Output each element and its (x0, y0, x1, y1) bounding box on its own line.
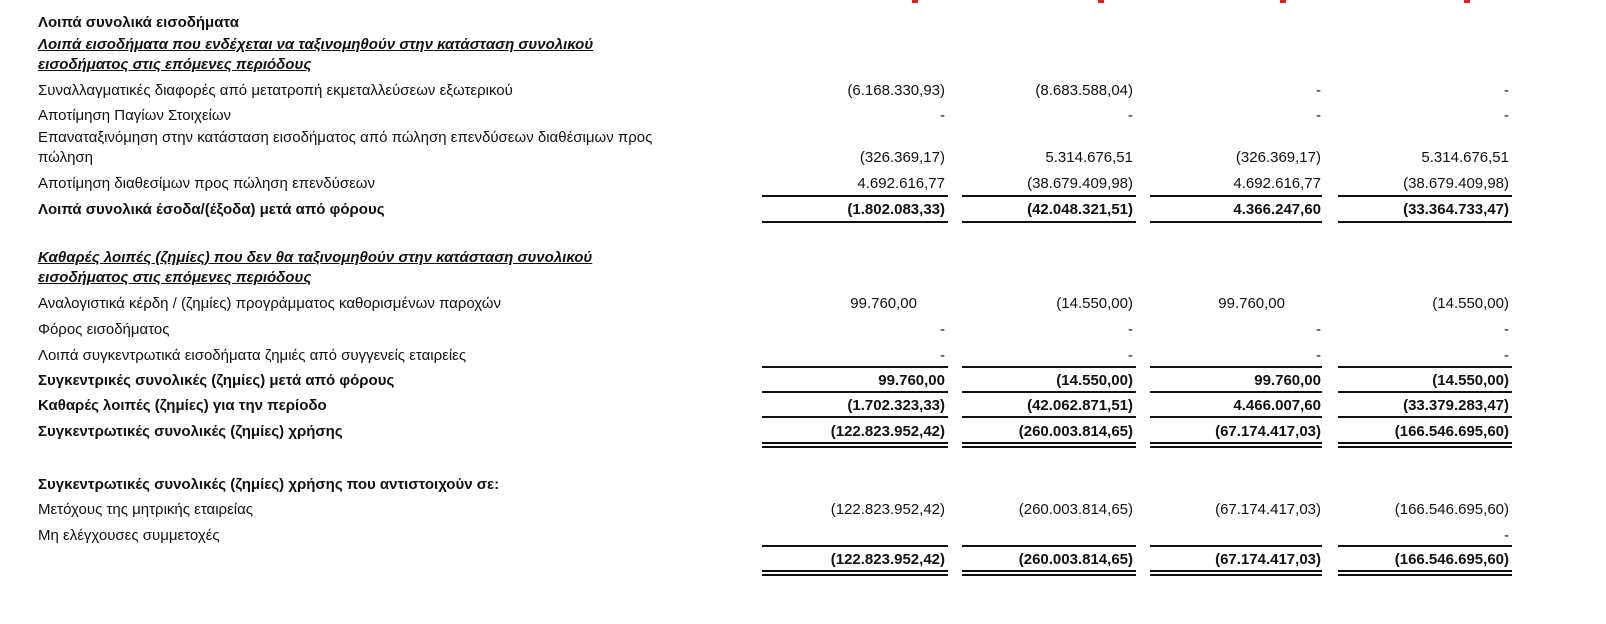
row-value: 99.760,00 (850, 295, 917, 312)
row-value: (6.168.330,93) (847, 82, 945, 99)
rule-line (1150, 446, 1322, 448)
rule-line (762, 366, 948, 368)
rule-line (962, 391, 1136, 393)
rule-line (762, 446, 948, 448)
section-title: Λοιπά συνολικά εισοδήματα (38, 14, 239, 31)
row-value: (260.003.814,65) (1018, 423, 1133, 440)
rule-line (1338, 195, 1512, 197)
row-label: Καθαρές λοιπές (ζημίες) για την περίοδο (38, 397, 327, 414)
row-label-line2: πώληση (38, 149, 94, 166)
reclass-title-line2: εισοδήματος στις επόμενες περιόδους (38, 56, 312, 73)
rule-line (1150, 221, 1322, 223)
row-label: Αποτίμηση διαθεσίμων προς πώληση επενδύσεων (38, 175, 376, 192)
row-label: Λοιπά συνολικά έσοδα/(έξοδα) μετά από φόρους (38, 201, 385, 218)
row-label: Αποτίμηση Παγίων Στοιχείων (38, 107, 232, 124)
row-value: (14.550,00) (1056, 372, 1133, 389)
row-value: (14.550,00) (1056, 295, 1133, 312)
row-value: (14.550,00) (1432, 372, 1509, 389)
rule-line (1150, 545, 1322, 547)
row-value: (33.379.283,47) (1403, 397, 1509, 414)
row-label: Λοιπά συγκεντρωτικά εισοδήματα ζημιές από συγγενείς εταιρείες (38, 347, 467, 364)
rule-line (1338, 366, 1512, 368)
row-value: (326.369,17) (1235, 149, 1321, 166)
rule-line (1338, 446, 1512, 448)
rule-line (962, 446, 1136, 448)
row-value: - (1504, 321, 1509, 338)
row-value: (166.546.695,60) (1394, 501, 1509, 518)
rule-line (962, 366, 1136, 368)
rule-line (762, 416, 948, 418)
nonreclass-title-line2: εισοδήματος στις επόμενες περιόδους (38, 269, 312, 286)
row-value: (1.702.323,33) (847, 397, 945, 414)
row-value: - (940, 321, 945, 338)
row-label: Συγκεντρικές συνολικές (ζημίες) μετά από φόρους (38, 372, 395, 389)
row-value: - (940, 347, 945, 364)
rule-line (962, 195, 1136, 197)
row-value: - (1128, 321, 1133, 338)
row-value: 99.760,00 (1218, 295, 1285, 312)
rule-line (1150, 366, 1322, 368)
rule-line (1338, 570, 1512, 572)
row-value: 4.692.616,77 (857, 175, 945, 192)
rule-line (1338, 221, 1512, 223)
rule-line (962, 570, 1136, 572)
row-value: (166.546.695,60) (1394, 423, 1509, 440)
row-value: 5.314.676,51 (1421, 149, 1509, 166)
row-value: - (1128, 107, 1133, 124)
row-value: 99.760,00 (878, 372, 945, 389)
row-value: (1.802.083,33) (847, 201, 945, 218)
row-value: - (1504, 82, 1509, 99)
row-value: - (940, 107, 945, 124)
top-edge-mark (1098, 0, 1104, 3)
row-value: (8.683.588,04) (1035, 82, 1133, 99)
row-value: 4.466.007,60 (1233, 397, 1321, 414)
row-value: (14.550,00) (1432, 295, 1509, 312)
rule-line (1150, 391, 1322, 393)
rule-line (1338, 574, 1512, 576)
row-label: Αναλογιστικά κέρδη / (ζημίες) προγράμματος καθορισμένων παροχών (38, 295, 501, 312)
row-value: (38.679.409,98) (1403, 175, 1509, 192)
nonreclass-title-line1: Καθαρές λοιπές (ζημίες) που δεν θα ταξινομηθούν στην κατάσταση συνολικού (38, 249, 593, 266)
row-value: (166.546.695,60) (1394, 551, 1509, 568)
rule-line (1338, 442, 1512, 444)
row-value: 4.366.247,60 (1233, 201, 1321, 218)
rule-line (762, 195, 948, 197)
row-value: - (1504, 347, 1509, 364)
rule-line (962, 416, 1136, 418)
row-label: Συγκεντρωτικές συνολικές (ζημίες) χρήσης (38, 423, 343, 440)
rule-line (962, 442, 1136, 444)
rule-line (1150, 574, 1322, 576)
row-value: - (1316, 347, 1321, 364)
row-value: (122.823.952,42) (830, 423, 945, 440)
row-value: (42.048.321,51) (1027, 201, 1133, 218)
row-value: (122.823.952,42) (830, 501, 945, 518)
row-value: - (1316, 321, 1321, 338)
rule-line (1150, 442, 1322, 444)
row-value: (42.062.871,51) (1027, 397, 1133, 414)
rule-line (962, 574, 1136, 576)
row-label: Μη ελέγχουσες συμμετοχές (38, 527, 220, 544)
row-label: Συναλλαγματικές διαφορές από μετατροπή εκμεταλλεύσεων εξωτερικού (38, 82, 513, 99)
row-value: (260.003.814,65) (1018, 551, 1133, 568)
rule-line (762, 391, 948, 393)
attribution-title: Συγκεντρωτικές συνολικές (ζημίες) χρήσης που αντιστοιχούν σε: (38, 476, 500, 493)
rule-line (1150, 570, 1322, 572)
top-edge-mark (912, 0, 918, 3)
row-label: Φόρος εισοδήματος (38, 321, 170, 338)
rule-line (1150, 195, 1322, 197)
rule-line (962, 545, 1136, 547)
row-value: 4.692.616,77 (1233, 175, 1321, 192)
row-value: (33.364.733,47) (1403, 201, 1509, 218)
rule-line (762, 221, 948, 223)
top-edge-mark (1464, 0, 1470, 3)
rule-line (762, 574, 948, 576)
row-value: - (1316, 82, 1321, 99)
row-value: (38.679.409,98) (1027, 175, 1133, 192)
row-value: (122.823.952,42) (830, 551, 945, 568)
rule-line (962, 221, 1136, 223)
rule-line (1338, 416, 1512, 418)
row-value: (260.003.814,65) (1018, 501, 1133, 518)
rule-line (1150, 416, 1322, 418)
top-edge-mark (1280, 0, 1286, 3)
row-value: 5.314.676,51 (1045, 149, 1133, 166)
row-value: (67.174.417,03) (1215, 551, 1321, 568)
rule-line (1338, 545, 1512, 547)
rule-line (762, 570, 948, 572)
row-value: 99.760,00 (1254, 372, 1321, 389)
row-value: - (1128, 347, 1133, 364)
row-value: (67.174.417,03) (1215, 423, 1321, 440)
row-value: (326.369,17) (859, 149, 945, 166)
rule-line (1338, 391, 1512, 393)
row-value: (67.174.417,03) (1215, 501, 1321, 518)
rule-line (762, 442, 948, 444)
row-value: - (1316, 107, 1321, 124)
rule-line (762, 545, 948, 547)
row-value: - (1504, 107, 1509, 124)
row-label: Μετόχους της μητρικής εταιρείας (38, 501, 253, 518)
row-value: - (1504, 527, 1509, 544)
reclass-title-line1: Λοιπά εισοδήματα που ενδέχεται να ταξινομηθούν στην κατάσταση συνολικού (38, 36, 594, 53)
row-label-line1: Επαναταξινόμηση στην κατάσταση εισοδήματος από πώληση επενδύσεων διαθέσιμων προς (38, 129, 653, 146)
